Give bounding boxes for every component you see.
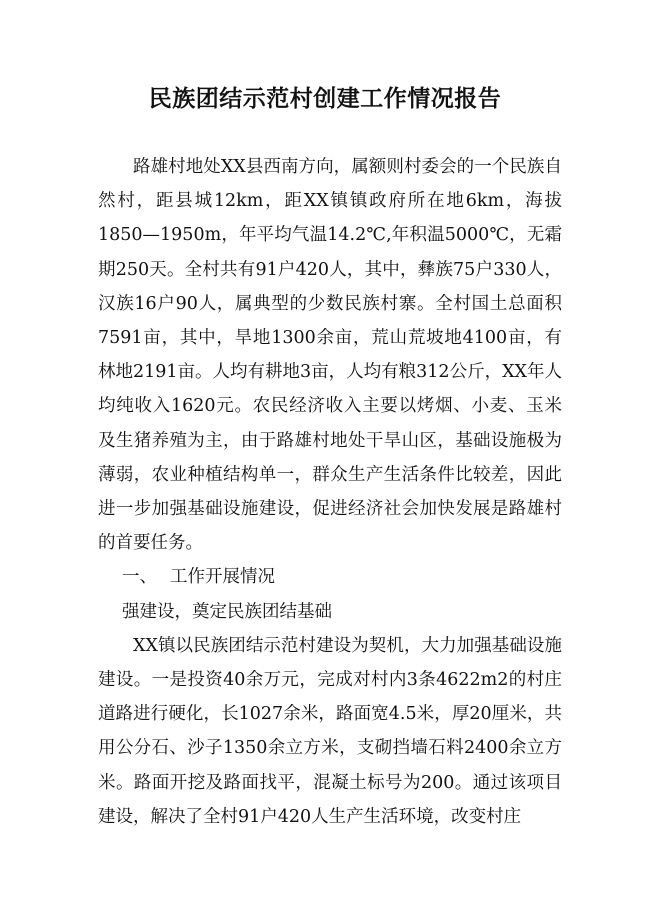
intro-paragraph: 路雄村地处XX县西南方向，属额则村委会的一个民族自然村，距县城12km，距XX镇镇政府所在地6km，海拔1850—1950m，年平均气温14.2℃,年积温5000℃，无霜期250天。全村共有91户420人，其中，彝族75户330人，汉族16户90人，属典型的少数民族村寨。全村国土总面积7591亩，其中，旱地1300余亩，荒山荒坡地4100亩，有林地2191亩。人均有耕地3亩，人均有粮312公斤，XX年人均纯收入1620元。农民经济收入主要以烤烟、小麦、玉米及生猪养殖为主，由于路雄村地处干旱山区，基础设施极为薄弱，农业种植结构单一，群众生产生活条件比较差，因此进一步加强基础设施建设，促进经济社会加快发展是路雄村的首要任务。 xyxy=(98,157,562,554)
section-title: 工作开展情况 xyxy=(170,567,275,588)
page-title: 民族团结示范村创建工作情况报告 xyxy=(148,86,502,112)
subsection-heading: 强建设，奠定民族团结基础 xyxy=(122,601,332,622)
document-body xyxy=(98,150,562,834)
section-number: 一、 xyxy=(122,567,157,588)
body-paragraph: XX镇以民族团结示范村建设为契机，大力加强基础设施建设。一是投资40余万元，完成对村内3条4622m2的村庄道路进行硬化，长1027余米，路面宽4.5米，厚20厘米，共用公分石、沙子1350余立方米，支砌挡墙石料2400余立方米。路面开挖及路面找平，混凝土标号为200。通过该项目建设，解决了全村91户420人生产生活环境，改变村庄 xyxy=(98,635,562,827)
section-heading xyxy=(98,560,562,594)
